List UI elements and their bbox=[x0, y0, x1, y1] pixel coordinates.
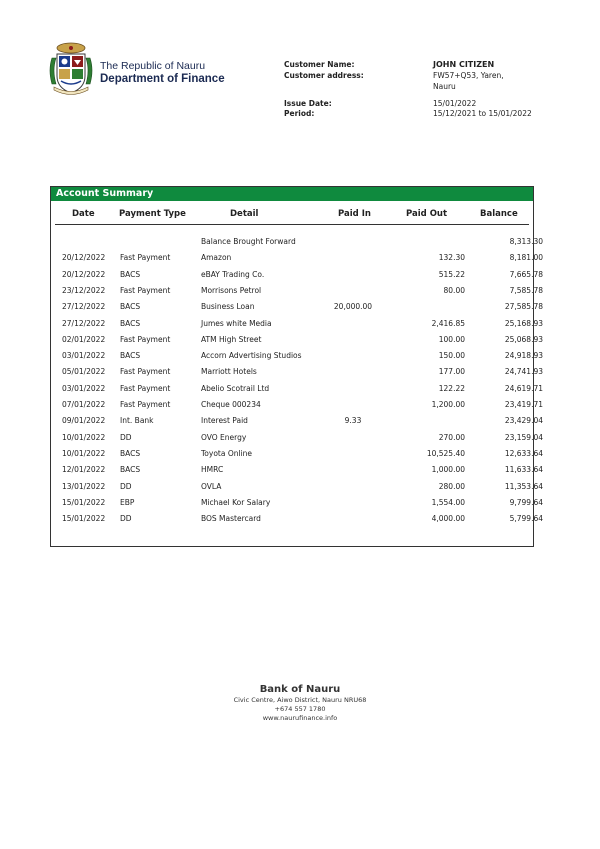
row-balance: 23,419.71 bbox=[504, 400, 543, 409]
row-paid-out: 1,200.00 bbox=[431, 400, 465, 409]
row-date: 15/01/2022 bbox=[62, 497, 106, 507]
row-paid-out: 280.00 bbox=[438, 481, 465, 491]
row-payment-type: DD bbox=[120, 481, 132, 491]
account-summary-title: Account Summary bbox=[51, 187, 533, 201]
row-paid-out: 150.00 bbox=[438, 351, 465, 361]
row-paid-out: 1,554.00 bbox=[431, 497, 465, 507]
row-balance: 23,159.04 bbox=[504, 432, 543, 442]
row-paid-out: 10,525.40 bbox=[426, 448, 465, 458]
row-payment-type: Fast Payment bbox=[120, 285, 171, 295]
row-balance: 8,313.30 bbox=[509, 237, 543, 246]
row-balance: 24,918.93 bbox=[504, 351, 543, 361]
row-date: 03/01/2022 bbox=[62, 351, 106, 361]
row-detail: Toyota Online bbox=[201, 448, 253, 458]
table-row bbox=[51, 465, 543, 481]
row-detail: Balance Brought Forward bbox=[201, 237, 296, 246]
table-row bbox=[51, 237, 543, 253]
table-row bbox=[51, 318, 543, 335]
row-payment-type: BACS bbox=[120, 465, 141, 475]
row-payment-type: DD bbox=[120, 432, 132, 442]
row-date: 02/01/2022 bbox=[62, 334, 106, 344]
row-payment-type: EBP bbox=[120, 497, 135, 507]
row-paid-out: 515.22 bbox=[438, 269, 465, 279]
row-payment-type: BACS bbox=[120, 302, 141, 312]
row-detail: Jumes white Media bbox=[201, 318, 272, 328]
header-payment-type: Payment Type bbox=[119, 209, 186, 219]
row-detail: Accorn Advertising Studios bbox=[201, 351, 302, 361]
row-paid-out: 80.00 bbox=[443, 285, 465, 295]
table-row bbox=[51, 514, 543, 530]
row-balance: 24,741.93 bbox=[504, 367, 543, 377]
row-paid-out: 4,000.00 bbox=[431, 514, 465, 524]
row-balance: 9,799.64 bbox=[509, 497, 543, 507]
row-date: 20/12/2022 bbox=[62, 269, 106, 279]
row-balance: 7,585.78 bbox=[509, 285, 543, 295]
row-detail: OVLA bbox=[201, 481, 222, 491]
table-row bbox=[51, 351, 543, 367]
row-balance: 12,633.64 bbox=[504, 448, 543, 458]
row-detail: HMRC bbox=[201, 465, 224, 475]
customer-name-label: Customer Name: bbox=[284, 60, 355, 69]
row-balance: 23,429.04 bbox=[504, 416, 543, 426]
row-payment-type: Int. Bank bbox=[120, 416, 154, 426]
organization-header bbox=[100, 60, 225, 85]
row-date: 07/01/2022 bbox=[62, 400, 106, 409]
statement-period: 15/12/2021 to 15/01/2022 bbox=[433, 109, 532, 118]
row-payment-type: BACS bbox=[120, 318, 141, 328]
header-paid-out: Paid Out bbox=[406, 209, 448, 219]
row-date: 27/12/2022 bbox=[62, 318, 106, 328]
table-row bbox=[51, 367, 543, 383]
issue-date-label: Issue Date: bbox=[284, 99, 332, 108]
period-label: Period: bbox=[284, 109, 315, 118]
header-date: Date bbox=[72, 209, 95, 219]
row-payment-type: BACS bbox=[120, 269, 141, 279]
customer-address-line1: FW57+Q53, Yaren, bbox=[433, 71, 504, 80]
row-paid-out: 177.00 bbox=[438, 367, 465, 377]
row-detail: eBAY Trading Co. bbox=[201, 269, 265, 279]
account-summary-table bbox=[51, 201, 543, 546]
customer-name: JOHN CITIZEN bbox=[433, 60, 495, 69]
row-date: 13/01/2022 bbox=[62, 481, 106, 491]
table-row bbox=[51, 334, 543, 351]
row-detail: Abelio Scotrail Ltd bbox=[201, 383, 270, 393]
row-date: 15/01/2022 bbox=[62, 514, 106, 524]
row-date: 27/12/2022 bbox=[62, 302, 106, 312]
row-payment-type: DD bbox=[120, 514, 132, 524]
row-date: 03/01/2022 bbox=[62, 383, 106, 393]
footer-bank-name: Bank of Nauru bbox=[259, 684, 341, 695]
table-header bbox=[51, 209, 533, 225]
row-paid-out: 270.00 bbox=[438, 432, 465, 442]
row-paid-out: 132.30 bbox=[438, 253, 465, 263]
republic-name: The Republic of Nauru bbox=[100, 60, 206, 72]
table-row bbox=[51, 285, 543, 302]
table-row bbox=[51, 302, 543, 318]
table-row bbox=[51, 432, 543, 449]
row-balance: 11,353.64 bbox=[504, 481, 543, 491]
table-row bbox=[51, 416, 543, 432]
row-payment-type: Fast Payment bbox=[120, 253, 171, 263]
row-payment-type: Fast Payment bbox=[120, 334, 171, 344]
row-paid-out: 2,416.85 bbox=[431, 318, 465, 328]
table-row bbox=[51, 497, 543, 514]
row-balance: 8,181.00 bbox=[509, 253, 543, 263]
header-detail: Detail bbox=[230, 209, 259, 219]
table-row bbox=[51, 269, 543, 286]
row-date: 20/12/2022 bbox=[62, 253, 106, 263]
row-balance: 27,585.78 bbox=[504, 302, 543, 312]
row-detail: Interest Paid bbox=[201, 416, 248, 426]
row-detail: BOS Mastercard bbox=[201, 514, 261, 524]
row-paid-out: 100.00 bbox=[438, 334, 465, 344]
row-balance: 11,633.64 bbox=[504, 465, 543, 475]
row-detail: ATM High Street bbox=[201, 334, 262, 344]
row-detail: Cheque 000234 bbox=[201, 400, 261, 409]
row-date: 10/01/2022 bbox=[62, 448, 106, 458]
row-payment-type: Fast Payment bbox=[120, 367, 171, 377]
issue-date: 15/01/2022 bbox=[433, 99, 477, 108]
row-detail: Business Loan bbox=[201, 302, 255, 312]
row-date: 09/01/2022 bbox=[62, 416, 106, 426]
table-row bbox=[51, 253, 543, 269]
row-paid-in: 20,000.00 bbox=[333, 302, 373, 312]
row-date: 05/01/2022 bbox=[62, 367, 106, 377]
table-row bbox=[51, 383, 543, 400]
row-detail: Morrisons Petrol bbox=[201, 285, 262, 295]
header-paid-in: Paid In bbox=[338, 209, 371, 219]
row-detail: Marriott Hotels bbox=[201, 367, 257, 377]
table-row bbox=[51, 481, 543, 498]
row-date: 12/01/2022 bbox=[62, 465, 106, 475]
footer-phone: +674 557 1780 bbox=[274, 705, 326, 713]
row-detail: OVO Energy bbox=[201, 432, 247, 442]
row-paid-out: 1,000.00 bbox=[431, 465, 465, 475]
account-summary bbox=[50, 186, 543, 547]
coat-of-arms-logo bbox=[46, 40, 96, 98]
row-payment-type: Fast Payment bbox=[120, 383, 171, 393]
row-balance: 25,168.93 bbox=[504, 318, 543, 328]
footer-website: www.naurufinance.info bbox=[262, 714, 338, 722]
row-paid-in: 9.33 bbox=[344, 416, 362, 426]
table-row bbox=[51, 400, 543, 416]
row-payment-type: Fast Payment bbox=[120, 400, 171, 409]
row-balance: 5,799.64 bbox=[509, 514, 543, 524]
row-balance: 7,665.78 bbox=[509, 269, 543, 279]
department-name: Department of Finance bbox=[100, 73, 225, 85]
row-payment-type: BACS bbox=[120, 448, 141, 458]
row-payment-type: BACS bbox=[120, 351, 141, 361]
row-balance: 24,619.71 bbox=[504, 383, 543, 393]
row-detail: Amazon bbox=[201, 253, 232, 263]
row-balance: 25,068.93 bbox=[504, 334, 543, 344]
customer-address-label: Customer address: bbox=[284, 71, 364, 80]
row-date: 10/01/2022 bbox=[62, 432, 106, 442]
header-balance: Balance bbox=[480, 209, 518, 219]
row-paid-out: 122.22 bbox=[438, 383, 465, 393]
table-row bbox=[51, 448, 543, 465]
row-date: 23/12/2022 bbox=[62, 285, 106, 295]
footer bbox=[180, 684, 420, 722]
header-divider bbox=[55, 224, 529, 225]
row-detail: Michael Kor Salary bbox=[201, 497, 271, 507]
footer-address: Civic Centre, Aiwo District, Nauru NRU68 bbox=[233, 696, 367, 704]
customer-address-line2: Nauru bbox=[433, 82, 456, 91]
